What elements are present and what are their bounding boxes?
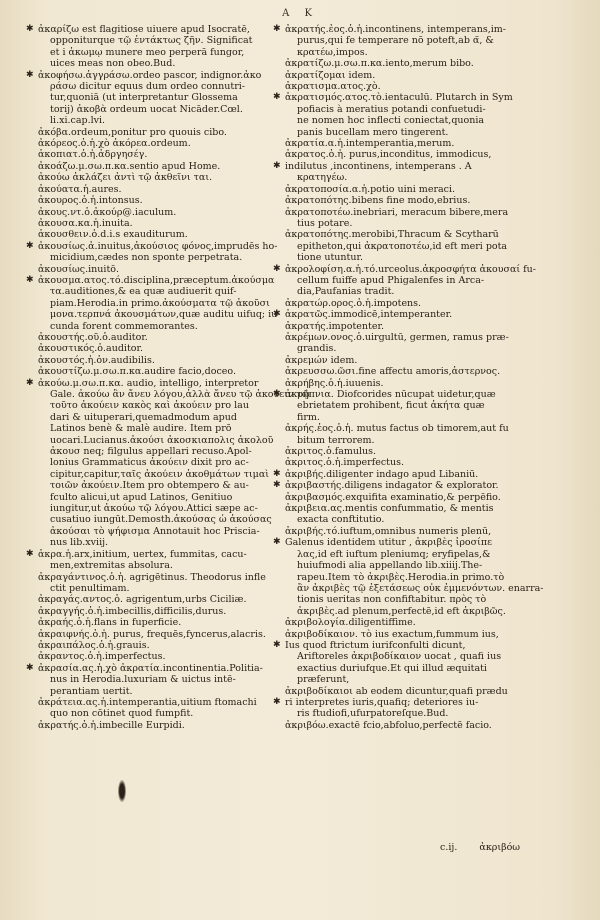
text-line: quo non cōtinet quod fumpfit. <box>50 708 194 720</box>
text-line: pofiacis à meratius potandi confuetudi- <box>297 103 486 115</box>
text-line: ✱ ἀκρα.ἡ.arx,initium, uertex, fummitas, cacu- <box>38 549 270 560</box>
text-line: ✱ ἀκαρίζω est flagitiose uiuere apud Isocratē, <box>38 24 270 35</box>
text-line: ἀκρέμων.ονος.ὁ.uirgultū, germen, ramus præ- <box>285 331 509 343</box>
text-line: ✱ ἀκουσμα.ατος.τό.disciplina,præceptum.ἀκούσμα <box>38 275 270 286</box>
footer-signature: c.ij. <box>440 842 458 853</box>
text-line: ἀκραής.ὁ.ἡ.flans in fuperficie. <box>38 617 182 629</box>
text-line: ἀκρής.ἐος.ὁ.ἡ. mutus factus ob timorem,aut fu <box>285 423 509 435</box>
text-line: ne nomen hoc inflecti coniectat,quonia <box>297 115 485 127</box>
text-line: ✱ Ius quod ftrictum iurifconfulti dicunt, <box>285 640 525 651</box>
text-line: ἀκρατοποτέω.inebriari, meracum bibere,mera <box>285 206 509 218</box>
text-line: ἀκρατίζομαι idem. <box>285 69 376 81</box>
text-line: ✱ ἀκούω.μ.σω.π.κα. audio, intelligo, interpretor <box>38 378 270 389</box>
text-line: ebrietatem prohibent, ficut ἀκήτα quæ <box>297 400 485 412</box>
text-line: ἀκοπιατ.ὁ.ἡ.ἀδργησέγ. <box>38 149 148 161</box>
text-line: ἀκριτος.ὁ.ἡ.imperfectus. <box>285 457 405 469</box>
text-line: rapeu.Item τὸ ἀκριβὲς.Herodia.in primo.τὸ <box>297 571 505 583</box>
text-line: ✱ ἀκοφήσω.ἀγγράσω.ordeo pascor, indignor.ἀκο <box>38 70 270 81</box>
text-line: tionis ueritas non confiftabitur. πρὸς τὸ <box>297 594 487 606</box>
footer-catchword: ἀκριβόω <box>479 842 521 853</box>
text-line: piam.Herodia.in primo.ἀκούσματα τῷ ἀκοῦσι <box>50 297 270 309</box>
text-line: Gale. ἀκούω ἂν ἄνευ λόγου,ἀλλὰ ἄνευ τῷ ἀκούειν τῷ <box>50 389 310 400</box>
page-footer <box>440 842 520 853</box>
text-line: ἀκρατίζω.μ.σω.π.κα.iento,merum bibo. <box>285 58 474 70</box>
text-line: tione utuntur. <box>297 252 363 264</box>
text-line: ✱ ἀκρατής.ἐος.ὁ.ἡ.incontinens, intemperans,im- <box>285 24 525 35</box>
text-line: ἀκριβασμός.exquifita examinatio,& perpēfio. <box>285 491 501 503</box>
text-line: ✱ ἀκριβής.diligenter indago apud Libaniū. <box>285 469 525 480</box>
text-line: nus in Herodia.luxuriam & uictus intē- <box>50 674 236 686</box>
text-line: ἀκρευσσω.ῶσι.fine affectu amoris,ἀστερνος. <box>285 366 501 378</box>
text-line: ἀκριβεια.ας.mentis confummatio, & mentis <box>285 503 494 515</box>
text-line: ἀκραιπάλος.ὁ.ἡ.grauis. <box>38 639 150 651</box>
text-line: ἀκρατοποσία.α.ἡ.potio uini meraci. <box>285 183 456 195</box>
text-line: huiufmodi alia appellando lib.xiiij.The- <box>297 560 483 572</box>
text-line: ἀκρατος.ὁ.ἡ. purus,inconditus, immodicus, <box>285 149 492 161</box>
text-line: cusatiuo iungūt.Demosth.ἀκούσας ὡ ἀκούσας <box>50 514 272 526</box>
text-line: micidium,cædes non sponte perpetrata. <box>50 252 243 264</box>
text-line: ✱ ἀκρήπνια. Diofcorides nūcupat uidetur,quæ <box>285 389 525 400</box>
text-line: cipitur,capitur,ταῖς ἀκούειν ἀκοθμάτων τιμαὶ <box>50 468 269 480</box>
right-column <box>285 24 544 731</box>
text-line: ἀκριβοδίκαιοι ab eodem dicuntur,quafi prædu <box>285 685 508 697</box>
text-line: opponiturque τῷ ἐντάκτως ζῆν. Significat <box>50 35 253 47</box>
text-line: præferunt, <box>297 674 350 686</box>
text-line: ἀκραγάντινος.ὁ.ἡ. agrigētinus. Theodorus infle <box>38 571 266 583</box>
text-line: ctit penultimam. <box>50 582 130 594</box>
text-line: ἀκραντος.ὁ.ἡ.imperfectus. <box>38 651 166 663</box>
text-line: tius potare. <box>297 217 353 229</box>
text-line: τοῦτο ἀκούειν κακὸς καὶ ἀκούειν pro lau <box>50 400 249 412</box>
text-line: iungitur,ut ἀκούω τῷ λόγου.Attici sæpe ac- <box>50 503 258 515</box>
text-line: ✱ indilutus ,incontinens, intemperans . Α <box>285 161 525 172</box>
text-line: ἀκριβολογία.diligentiffime. <box>285 617 416 629</box>
text-line: ἀκόβα.ordeum,ponitur pro quouis cibo. <box>38 126 227 138</box>
ink-blot <box>118 780 126 802</box>
text-line: li.xi.cap.lvi. <box>50 115 106 127</box>
text-line: bitum terrorem. <box>297 434 375 446</box>
text-line: ris ftudiofi,ufurpatoreſque.Bud. <box>297 708 449 720</box>
text-line: perantiam uertit. <box>50 685 133 697</box>
text-line: ἀκουστίζω.μ.σω.π.κα.audire facio,doceo. <box>38 366 236 378</box>
text-line: lonius Grammaticus ἀκούειν dixit pro ac- <box>50 457 249 469</box>
text-line: ἀκριτος.ὁ.famulus. <box>285 446 377 458</box>
text-line: ἀκούσαι τὸ ψήφισμα Annotauit hoc Priscia- <box>50 525 260 537</box>
text-line: τα.auditiones,& ea quæ audiuerit quif- <box>50 286 237 298</box>
text-line: τοιῶν ἀκούειν.Item pro obtempero & au- <box>50 480 249 492</box>
text-line: ἀκρατώρ.ορος.ὁ.ἡ.impotens. <box>285 297 422 309</box>
text-line: ἀκουστός.ἡ.ὁν.audibilis. <box>38 354 155 366</box>
text-line: ἀκουστής.οῦ.ὁ.auditor. <box>38 331 148 343</box>
page-header-signature: A K <box>282 8 318 19</box>
text-line: ράσω dicitur equus dum ordeo connutri- <box>50 81 245 93</box>
text-line: men,extremitas absolura. <box>50 560 173 572</box>
text-line: dari & uituperari,quemadmodum apud <box>50 411 237 423</box>
text-line: ἀκουστικός.ὁ.auditor. <box>38 343 144 355</box>
text-line: ἀκρατής.impotenter. <box>285 320 385 332</box>
text-line: uices meas non obeo.Bud. <box>50 58 176 70</box>
text-line: ἀκριβοδίκαιον. τὸ ius exactum,fummum ius, <box>285 628 499 640</box>
text-line: ἀκούατα.ἡ.aures. <box>38 183 122 195</box>
text-line: ✱ ἀκρατῶς.immodicē,intemperanter. <box>285 309 525 320</box>
text-line: ἀκρεμών idem. <box>285 354 358 366</box>
text-line: et i ἀκωμῳ munere meo perperā fungor, <box>50 46 245 58</box>
text-line: ἀκουσίως.inuitō. <box>38 263 120 275</box>
text-line: ἀκρατοπότης.bibens fine modo,ebrius. <box>285 195 471 207</box>
text-line: ✱ ri interpretes iuris,quafiq; deteriores iu- <box>285 697 525 708</box>
text-line: κρατέω,impos. <box>297 46 368 58</box>
text-line: Ariftoreles ἀκριβοδίκαιον uocat , quafi ius <box>297 651 502 663</box>
text-line: purus,qui fe temperare nō poteft,ab α̃, & <box>297 35 494 47</box>
text-line: epitheton,qui ἀκρατοποτέω,id eft meri pota <box>297 240 508 252</box>
text-line: exactius duriufque.Et qui illud æquitati <box>297 662 487 674</box>
text-line: ἀκους.ντ.ὁ.ἀκούρ@.iaculum. <box>38 206 177 218</box>
text-line: ἀκούω ἀκλάζει ἀντὶ τῷ ἀκθεῖνι ται. <box>38 172 213 184</box>
text-line: grandis. <box>297 343 337 355</box>
text-line: ✱ ἀκρολοφίση.α.ἡ.τό.urceolus.ἀκροσφήτα ἀκουσαί fu- <box>285 264 525 275</box>
text-line: ἀκουσα.κα.ἡ.inuita. <box>38 217 133 229</box>
text-line: ἀκρατία.α.ἡ.intemperantia,merum. <box>285 138 455 150</box>
text-line: Latinos benè & malè audire. Item prō <box>50 423 232 435</box>
text-line: exacta conftitutio. <box>297 514 385 526</box>
text-line: dia,Paufanias tradit. <box>297 286 395 298</box>
text-line: ἀκουρος.ὁ.ἡ.intonsus. <box>38 195 143 207</box>
text-line: ἀκόρεος.ὁ.ἡ.χὸ ἀκόρεα.ordeum. <box>38 138 191 150</box>
text-line: ἀκριβής.τό.iuftum,omnibus numeris plenū, <box>285 525 492 537</box>
text-line: firm. <box>297 411 320 423</box>
text-line: ✱ Galenus identidem utitur , ἀκριβὲς ἰροσίπε <box>285 537 525 548</box>
text-line: ἀκρήβης.ὁ.ἡ.iuuenis. <box>285 377 384 389</box>
text-line: ἀκουσ neq; filgulus appellari recuso.Apol- <box>50 446 252 458</box>
text-line: ἀκράτεια.ας.ἡ.intemperantia,uitium ftomachi <box>38 696 257 708</box>
text-line: ἀκραγγής.ὁ.ἡ.imbecillis,difficilis,durus. <box>38 605 227 617</box>
text-line: ἀκρατισμα.ατος.χὸ. <box>285 81 381 93</box>
text-line: ἀκριβὲς.ad plenum,perfectē,id eft ἀκριβῶς. <box>297 605 506 617</box>
text-line: ✱ ἀκουσίως.ἀ.inuitus,ἀκούσιος φόνος,imprudēs ho- <box>38 241 270 252</box>
text-line: ✱ ἀκρατισμός.ατος.τὸ.ientaculū. Plutarch in Sym <box>285 92 525 103</box>
text-line: uocari.Lucianus.ἀκούσι ἀκοσκιαπολις ἀκολοῦ <box>50 434 274 446</box>
text-line: nus lib.xviij. <box>50 537 109 549</box>
text-line: tur,quoniā (ut interpretantur Glossema <box>50 92 238 104</box>
text-line: ἀκραιφνής.ὁ.ἡ. purus, frequēs,fyncerus,alacris. <box>38 628 266 640</box>
text-line: cellum fuiffe apud Phigalenfes in Arca- <box>297 274 485 286</box>
text-line: κρατηγέω. <box>297 172 348 184</box>
text-line: panis bucellam mero tingerent. <box>297 126 449 138</box>
text-line: λας,id eft iuftum pleniumq; eryfipelas,& <box>297 548 491 560</box>
text-line: fculto alicui,ut apud Latinos, Genitiuo <box>50 491 233 503</box>
text-line: μονα.τερπνά ἀκουσμάτων,quæ auditu uifuq; iu- <box>50 309 281 321</box>
text-line: ἀκρατοπότης.merobibi,Thracum & Scytharū <box>285 229 499 241</box>
text-line: ἀκραγάς.αντος.ὁ. agrigentum,urbs Ciciliæ. <box>38 594 247 606</box>
text-line: ✱ ἀκρασία.ας.ἡ.χὸ ἀκρατία.incontinentia.Politia- <box>38 663 270 674</box>
text-line: ἀκοάζω.μ.σω.π.κα.sentio apud Home. <box>38 160 221 172</box>
text-line: ἂν ἀκριβὲς τῷ ἐξετάσεως οὐκ ἐμμενόντων. enarra- <box>297 582 544 594</box>
text-line: ✱ ἀκριβαστής.diligens indagator & explorator. <box>285 480 525 491</box>
text-line: ἀκουσθειν.ὁ.d.i.s exauditurum. <box>38 229 188 241</box>
text-line: ἀκριβόω.exactē fcio,abfoluo,perfectē facio. <box>285 719 492 731</box>
text-line: ἀκρατής.ὁ.ἡ.imbecille Eurpidi. <box>38 719 185 731</box>
text-line: torij) ἀκοβὰ ordeum uocat Nicāder.Cœl. <box>50 103 243 115</box>
text-line: cunda forent commemorantes. <box>50 320 198 332</box>
